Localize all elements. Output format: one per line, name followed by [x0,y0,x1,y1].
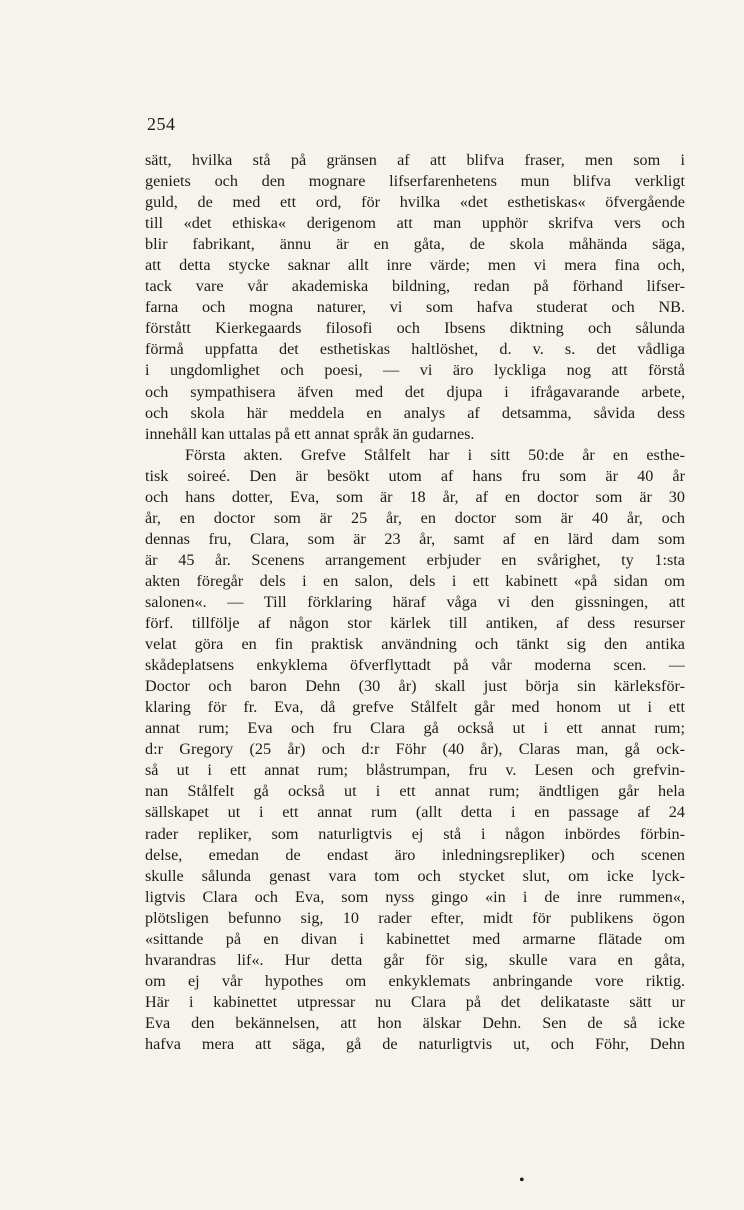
text-line: geniets och den mognare lifserfarenhetens mun blifva verkligt [145,172,685,191]
text-line: d:r Gregory (25 år) och d:r Föhr (40 år), Claras man, gå ock- [145,740,685,759]
text-line: och skola här meddela en analys af detsamma, såvida dess [145,403,685,422]
text-line: i ungdomlighet och poesi, — vi äro lyckliga nog att förstå [145,361,685,380]
text-line: guld, de med ett ord, för hvilka «det esthetiskas« öfvergående [145,193,685,212]
text-line: innehåll kan uttalas på ett annat språk än gudarnes. [145,424,475,443]
text-line: hafva mera att säga, gå de naturligtvis ut, och Föhr, Dehn [145,1034,685,1053]
text-line: tack vare vår akademiska bildning, redan på förhand lifser- [145,277,685,296]
text-line: velat göra en fin praktisk användning och tänkt sig den antika [145,635,685,654]
text-line: hvarandras lif«. Hur detta går för sig, skulle vara en gåta, [145,950,685,969]
text-line: så ut i ett annat rum; blåstrumpan, fru v. Lesen och grefvin- [145,761,685,780]
text-line: farna och mogna naturer, vi som hafva studerat och NB. [145,298,685,317]
text-line: klaring för fr. Eva, då grefve Stålfelt går med honom ut i ett [145,698,685,717]
text-line: blir fabrikant, ännu är en gåta, de skola måhända säga, [145,235,685,254]
text-line: och hans dotter, Eva, som är 18 år, af en doctor som är 30 [145,487,685,506]
text-line: plötsligen befunno sig, 10 rader efter, midt för publikens ögon [145,908,685,927]
text-line: att detta stycke saknar allt inre värde; men vi mera fina och, [145,256,685,275]
text-line: förstått Kierkegaards filosofi och Ibsens diktning och sålunda [145,319,685,338]
text-line: sällskapet ut i ett annat rum (allt detta i en passage af 24 [145,803,685,822]
text-line: sätt, hvilka stå på gränsen af att blifva fraser, men som i [145,151,685,169]
text-line: dennas fru, Clara, som är 23 år, samt af en lärd dam som [145,529,685,548]
text-line: Eva den bekännelsen, att hon älskar Dehn. Sen de så icke [145,1013,685,1032]
text-line: förf. tillfölje af någon stor kärlek till antiken, af dess resurser [145,614,685,633]
text-line: rader repliker, som naturligtvis ej stå i någon inbördes förbin- [145,824,685,843]
text-line: «sittande på en divan i kabinettet med armarne flätade om [145,929,685,948]
text-line: Första akten. Grefve Stålfelt har i sitt 50:de år en esthe- [185,445,685,464]
text-line: om ej vår hypothes om enkyklemats anbringande vore riktig. [145,971,685,990]
text-line: år, en doctor som är 25 år, en doctor som är 40 år, och [145,508,685,527]
text-line: delse, emedan de endast äro inledningsrepliker) och scenen [145,845,685,864]
text-line: Här i kabinettet utpressar nu Clara på det delikataste sätt ur [145,992,685,1011]
text-line: skulle sålunda genast vara tom och stycket slut, om icke lyck- [145,866,685,885]
body-text [145,150,685,1055]
text-line: Doctor och baron Dehn (30 år) skall just börja sin kärleksför- [145,677,685,696]
text-line: förmå uppfatta det esthetiskas haltlöshet, d. v. s. det vådliga [145,340,685,359]
text-line: nan Stålfelt gå också ut i ett annat rum; ändtligen går hela [145,782,685,801]
text-line: är 45 år. Scenens arrangement erbjuder en svårighet, ty 1:sta [145,550,685,569]
text-line: tisk soireé. Den är besökt utom af hans fru som är 40 år [145,466,685,485]
text-line: annat rum; Eva och fru Clara gå också ut i ett annat rum; [145,719,685,738]
text-line: salonen«. — Till förklaring häraf våga vi den gissningen, att [145,592,685,611]
text-line: akten föregår dels i en salon, dels i ett kabinett «på sidan om [145,571,685,590]
text-line: ligtvis Clara och Eva, som nyss gingo «in i de inre rummen«, [145,887,685,906]
text-line: och sympathisera äfven med det djupa i ifrågavarande arbete, [145,382,685,401]
page-number: 254 [147,114,176,134]
text-line: skådeplatsens enkyklema öfverflyttadt på vår moderna scen. — [145,656,685,675]
text-line: till «det ethiska« derigenom att man upphör skrifva vers och [145,214,685,233]
footer-mark: • [519,1172,525,1189]
